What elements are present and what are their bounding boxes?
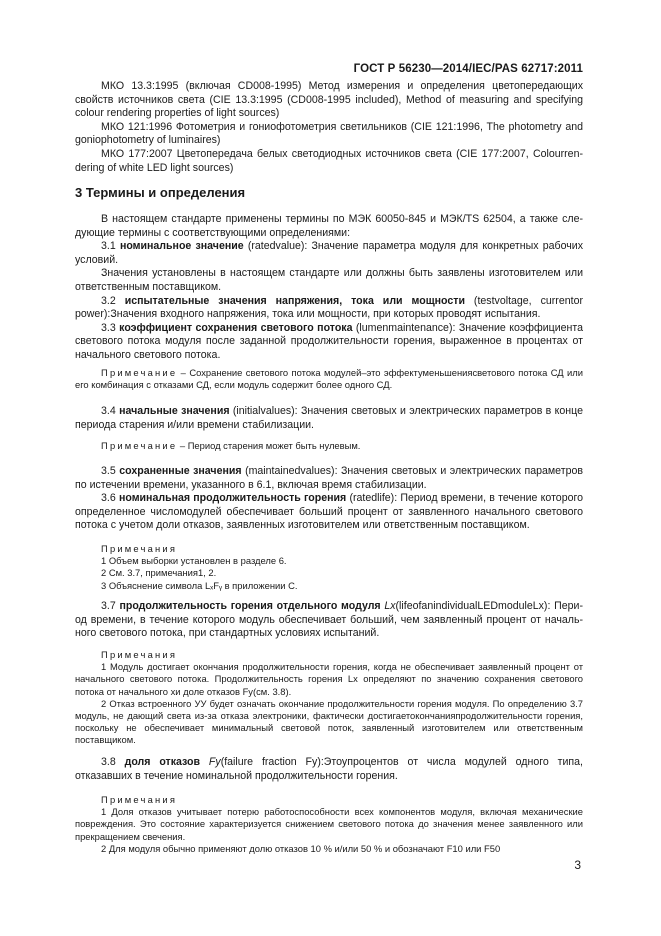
notes-3-6	[75, 543, 583, 592]
note-item: 2 Отказ встроенного УУ будет означать окончание продолжительности горения модуля. По определению 3.7 модуль, не дающий света из-за отказа электроники, фактически достигаетокончанияпродолжительности горения, поскольку не обеспечивает минимальный световой поток, заявленный изготовителем или ответственным поставщиком.	[75, 697, 583, 746]
term-3-3: 3.3 коэффициент сохранения светового потока (lumenmaintenance): Значение коэффициента светового потока модуля после заданной продолжительности горения, выраженное в процентах от начального светового потока.	[75, 321, 583, 361]
term-3-4-block	[75, 405, 583, 432]
note-item: 1 Доля отказов учитывает потерю работоспособности всех компонентов модуля, включая механические повреждения. Это состояние характеризуется снижением светового потока до значения менее заявленного или прекращением свечения.	[75, 806, 583, 842]
note-item: 1 Объем выборки установлен в разделе 6.	[101, 555, 287, 567]
notes-label: Примечания	[101, 649, 178, 660]
notes-3-7	[75, 649, 583, 747]
term-3-1-note: Значения установлены в настоящем стандарте или должны быть заявлены изготовителем или ответственным поставщиком.	[75, 267, 583, 293]
reference-item: МКО 13.3:1995 (включая CD008-1995) Метод измерения и определения цветопередающих свойств источников света (CIE 13.3:1995 (CD008-1995 included), Method of measuring and specifying colour rendering properties of light sources)	[75, 80, 583, 120]
intro-paragraph: В настоящем стандарте применены термины по МЭК 60050-845 и МЭК/TS 62504, а также следующие термины с соответствующими определениями:	[75, 213, 583, 239]
note-item: 1 Модуль достигает окончания продолжительности горения, когда не обеспечивает заявленный процент от начального светового потока. Продолжительность горения Lx определяют по значению сохранения светового потока от начального xи доле отказов Fy(см. 3.8).	[75, 661, 583, 697]
notes-3-8	[75, 794, 583, 855]
notes-label: Примечания	[101, 794, 178, 805]
term-3-5: 3.5 сохраненные значения (maintainedvalues): Значения световых и электрических параметров по истечении времени, указанного в 6.1, включая время стабилизации.	[75, 465, 583, 491]
section-title: 3 Термины и определения	[75, 185, 246, 200]
note-3-4: Примечание – Период старения может быть нулевым.	[101, 440, 361, 451]
reference-item: МКО 177:2007 Цветопередача белых светодиодных источников света (CIE 177:2007, Colourrendering of white LED light sources)	[75, 147, 583, 174]
section-title-wrap	[75, 185, 583, 200]
term-3-8-block	[75, 756, 583, 783]
reference-item: МКО 121:1996 Фотометрия и гониофотометрия светильников (CIE 121:1996, The photometry and goniophotometry of luminaires)	[75, 120, 583, 147]
term-3-8: 3.8 доля отказов Fy(failure fraction Fy):Этоупроцентов от числа модулей одного типа, отказавших в течение номинальной продолжительности горения.	[75, 756, 583, 782]
term-3-2: 3.2 испытательные значения напряжения, тока или мощности (testvoltage, currentor power):Значения входного напряжения, тока или мощности, при которых проводят испытания.	[75, 294, 583, 321]
standard-header: ГОСТ Р 56230—2014/IEC/PAS 62717:2011	[353, 63, 583, 75]
references-block	[75, 80, 583, 175]
term-3-1: 3.1 номинальное значение (ratedvalue): Значение параметра модуля для конкретных рабочих условий.	[75, 240, 583, 266]
note-item: 2 См. 3.7, примечания1, 2.	[101, 567, 217, 579]
terms-3-5-3-6	[75, 465, 583, 533]
terms-block	[75, 213, 583, 363]
term-3-4: 3.4 начальные значения (initialvalues): Значения световых и электрических параметров в конце периода старения и/или времени стабилизации.	[75, 405, 583, 431]
notes-label: Примечания	[101, 543, 178, 554]
term-3-6: 3.6 номинальная продолжительность горения (ratedlife): Период времени, в течение которого определенное числомодулей обеспечивает больший процент от заявленного начального светового потока с учетом доли отказов, заявленных изготовителем или ответственным поставщиком.	[75, 492, 584, 532]
term-3-7-block	[75, 600, 583, 641]
note-item: 3 Объяснение символа LₓFᵧ в приложении C.	[101, 579, 298, 591]
note-3-3: Примечание – Сохранение светового потока модулей–это эффектуменьшениясветового потока СД или его комбинация с отказами СД, если модуль содержит более одного СД.	[75, 367, 583, 391]
page-number: 3	[574, 858, 581, 872]
term-3-7: 3.7 продолжительность горения отдельного модуля Lx(lifeofanindividualLEDmoduleLx): Период времени, в течение которого модуль обеспечивает больший, чем заявленный процент от начального светового потока, при стандартных условиях испытаний.	[75, 600, 583, 640]
note-item: 2 Для модуля обычно применяют долю отказов 10 % и/или 50 % и обозначают F10 или F50	[101, 842, 501, 854]
